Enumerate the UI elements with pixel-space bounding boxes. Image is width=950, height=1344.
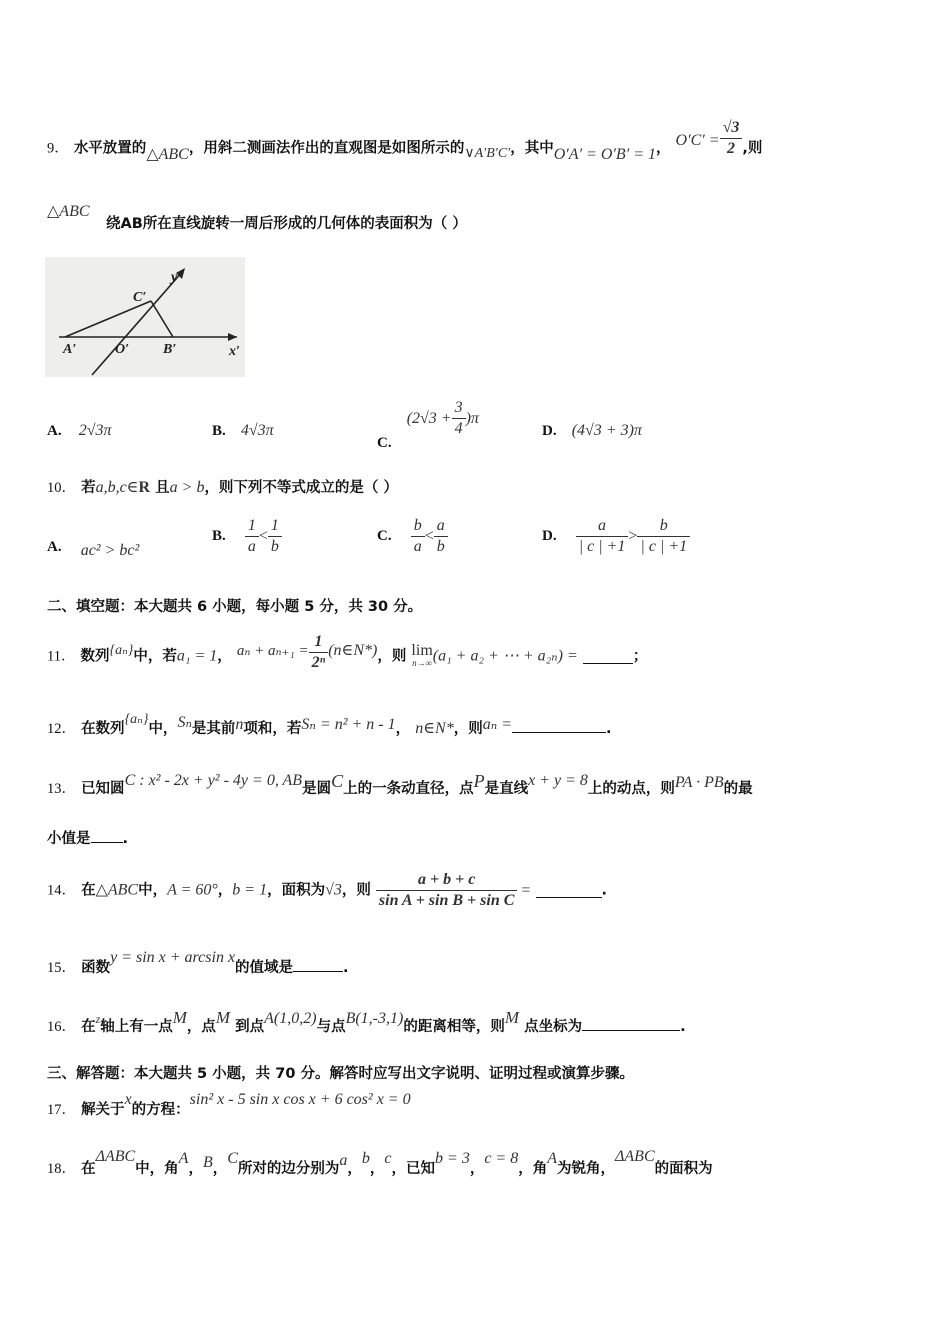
q12-dom: n∈N* (415, 720, 454, 737)
q14-end: . (601, 882, 608, 899)
q18-C: C (227, 1150, 238, 1167)
q9-eq2-frac (720, 118, 743, 159)
q14-number: 14． (47, 882, 76, 899)
q15-t1: 函数 (81, 960, 111, 976)
q9-eq2-lhs: O′C′ = (675, 131, 720, 149)
q10-option-b (212, 516, 282, 557)
q16-t7: 点坐标为 (524, 1019, 583, 1035)
q13-end: . (122, 831, 129, 847)
q9-text3: ，其中 (510, 140, 554, 157)
x-axis-arrow (228, 333, 237, 341)
q18-t1: 在 (81, 1161, 96, 1177)
q18-t4: ，已知 (391, 1161, 436, 1177)
q9-option-c-frac (452, 398, 466, 439)
q11-seq: {aₙ} (109, 642, 134, 658)
q9-tri2: ∨A′B′C′ (464, 145, 511, 161)
q11-lim (411, 641, 433, 669)
y-axis (92, 271, 183, 375)
q17-number: 17． (47, 1102, 76, 1118)
q12-an: aₙ = (482, 716, 512, 733)
label-a: A′ (63, 342, 77, 357)
q11-lim-expr: (a₁ + a₂ + ⋯ + a₂ₙ) = (432, 647, 578, 665)
q15-t2: 的值域是 (235, 960, 294, 976)
q14-frac (376, 870, 517, 911)
q11-lim-sub: n→∞ (412, 657, 433, 668)
q10-d-r-den: | c | +1 (640, 538, 688, 555)
q18-t6: 为锐角， (557, 1161, 615, 1177)
q18-B: B (202, 1154, 213, 1171)
q12-number: 12． (47, 721, 76, 737)
q9-eq1: O′A′ = O′B′ = 1 (553, 145, 656, 163)
q9-line2 (106, 214, 467, 234)
q12-answer-blank[interactable] (512, 718, 606, 733)
q10-d-op: > (628, 527, 638, 545)
q10-option-b-left (245, 516, 259, 557)
q14 (47, 870, 607, 911)
q13-t5: 上的动点，则 (587, 781, 675, 797)
q9-eq2-den: 2 (726, 140, 735, 157)
q16-t2: 轴上有一点 (100, 1019, 173, 1035)
q14-angle: A = 60° (167, 881, 218, 899)
q18-a: a (339, 1152, 348, 1169)
q18-A: A (178, 1150, 189, 1167)
q16-end: . (680, 1019, 686, 1035)
q9-tri: △ABC (146, 145, 189, 163)
q14-t1: 在 (81, 882, 96, 899)
q9-text2: ，用斜二测画法作出的直观图是如图所示的 (188, 140, 465, 157)
section-2-heading: 二、填空题：本大题共 6 小题，每小题 5 分，共 30 分。 (47, 599, 423, 615)
q13-line2 (47, 828, 128, 849)
q9-option-b-label: B. (212, 423, 226, 439)
q14-t2: 中， (138, 882, 168, 899)
q18 (47, 1148, 713, 1179)
q17-eq: sin² x - 5 sin x cos x + 6 cos² x = 0 (189, 1091, 411, 1108)
q18-tri: ΔABC (95, 1148, 136, 1165)
label-y: y′ (171, 270, 182, 285)
q10-option-b-label: B. (212, 528, 226, 544)
q12-seq: {aₙ} (124, 712, 149, 727)
q10-d-l-den: | c | +1 (578, 538, 626, 555)
q12-n: n (235, 716, 244, 733)
label-c: C′ (133, 290, 147, 305)
q10-option-a-label: A. (47, 539, 62, 555)
q16-m3: M (504, 1008, 520, 1027)
q18-A2: A (547, 1150, 557, 1167)
q18-s5: ， (469, 1161, 485, 1177)
q10-option-a-value: ac² > bc² (80, 542, 140, 559)
q11-rec-lhs: aₙ + aₙ₊₁ = (236, 642, 309, 659)
q11-answer-blank[interactable] (583, 649, 633, 664)
label-b: B′ (163, 342, 177, 357)
q16-number: 16． (47, 1019, 76, 1035)
q13-c: C (331, 771, 344, 791)
q17-x: x (124, 1091, 132, 1108)
q10-d-r-num: b (637, 516, 690, 537)
q17 (47, 1091, 411, 1120)
q10-b-op: < (258, 527, 268, 545)
q13-answer-blank[interactable] (91, 828, 123, 843)
q12-t5: ， (395, 721, 411, 737)
q10-c-r-num: a (434, 516, 448, 537)
q15-answer-blank[interactable] (293, 957, 343, 972)
q12 (47, 712, 612, 740)
q12-t6: ，则 (453, 721, 483, 737)
q18-s4: ， (369, 1161, 385, 1177)
q15 (47, 949, 349, 978)
q11-a1: a₁ = 1 (176, 647, 218, 665)
q14-eq: = (521, 881, 531, 899)
q10-option-c-left (411, 516, 425, 557)
q18-c8: c = 8 (484, 1150, 519, 1167)
q18-tri2: ΔABC (615, 1148, 655, 1165)
q11 (47, 633, 648, 677)
segment-cb (151, 301, 173, 337)
q9-option-b (212, 420, 274, 440)
q12-t2: 中， (148, 721, 178, 737)
q14-tri: △ABC (95, 881, 139, 899)
q14-t3: ，面积为 (267, 882, 326, 899)
q16-pa: A(1,0,2) (264, 1010, 317, 1027)
q11-rec-frac (309, 632, 329, 673)
q13-circle: C : x² - 2x + y² - 4y = 0, AB (124, 772, 303, 789)
q10-R: R (138, 479, 151, 496)
q15-end: . (343, 960, 349, 976)
q14-num: a + b + c (376, 870, 517, 891)
q9-line2-text: 绕AB所在直线旋转一周后形成的几何体的表面积为（ ） (106, 216, 467, 232)
q16-m: M (172, 1008, 187, 1027)
q18-c: c (384, 1150, 392, 1167)
q10-c-l-den: a (413, 538, 422, 555)
q10-option-a (47, 536, 140, 559)
q12-eq: Sₙ = n² + n - 1 (301, 716, 396, 733)
q9-text1: 水平放置的 (73, 140, 147, 157)
q10-option-c-label: C. (377, 528, 392, 544)
q10-option-c-right (434, 516, 448, 557)
q18-s3: ， (347, 1161, 362, 1177)
q10-number: 10． (47, 480, 76, 496)
q11-rec-rhs: (n∈N*) (328, 641, 378, 659)
q18-t3: 所对的边分别为 (237, 1161, 340, 1177)
q9-option-b-value: 4√3π (240, 422, 274, 439)
q9-figure (45, 257, 245, 377)
q10-option-d (542, 516, 690, 557)
q10-option-c (377, 516, 448, 557)
q13-p: P (473, 771, 485, 791)
q14-area: √3 (325, 881, 342, 899)
q10-d-l-num: a (576, 516, 629, 537)
q16-t5: 与点 (316, 1019, 346, 1035)
q16-t3: ，点 (186, 1019, 216, 1035)
q18-b: b (361, 1150, 370, 1167)
q11-t3: ，则 (377, 648, 407, 665)
q11-lim-word: lim (411, 641, 433, 659)
q10-text1: 若 (81, 480, 96, 496)
section-3-heading: 三、解答题：本大题共 5 小题，共 70 分。解答时应写出文字说明、证明过程或演算步骤。 (47, 1066, 634, 1082)
q10-cond2: a > b (169, 479, 205, 496)
q9-text4: ,则 (742, 140, 763, 157)
q18-t2: 中，角 (135, 1161, 179, 1177)
q11-t1: 数列 (80, 648, 110, 665)
q9-figure-svg (45, 257, 245, 377)
q9-option-c-pre: (2√3 + (406, 410, 452, 427)
q9-option-c-label: C. (377, 435, 392, 451)
q10-b-r-den: b (270, 538, 279, 555)
q10-text3: ，则下列不等式成立的是（ ） (204, 480, 398, 496)
q10-b-l-num: 1 (245, 516, 259, 537)
q16-m2: M (215, 1008, 231, 1027)
q10-option-d-label: D. (542, 528, 557, 544)
q13-t2: 是圆 (302, 781, 332, 797)
q12-end: . (605, 721, 612, 737)
q10-text2: 且 (155, 480, 170, 496)
q9-option-c-den: 4 (454, 420, 463, 437)
q13-t6: 的最 (723, 781, 753, 797)
q16-z: z (95, 1012, 101, 1026)
q9-option-a-value: 2√3π (78, 422, 112, 439)
q13-t1: 已知圆 (81, 781, 125, 797)
q13-t4: 是直线 (484, 781, 529, 797)
q12-t1: 在数列 (81, 721, 125, 737)
q9-option-c-post: )π (465, 410, 479, 427)
q14-b: b = 1 (232, 881, 268, 899)
q11-rec-num: 1 (309, 632, 329, 653)
q18-t7: 的面积为 (654, 1161, 713, 1177)
q14-den: sin A + sin B + sin C (378, 892, 515, 909)
q9-option-c (377, 398, 479, 451)
q10-c-l-num: b (411, 516, 425, 537)
q9-option-d-label: D. (542, 423, 557, 439)
q12-t4: 项和，若 (243, 721, 302, 737)
q15-number: 15． (47, 960, 76, 976)
q14-sep: ， (217, 882, 233, 899)
label-o: O′ (115, 342, 130, 357)
q11-t2: 中，若 (133, 648, 177, 665)
q9-option-a (47, 420, 111, 440)
label-x: x′ (229, 344, 240, 359)
q10-option-d-right (637, 516, 690, 557)
q9-option-a-label: A. (47, 423, 62, 439)
q18-t5: ，角 (518, 1161, 548, 1177)
q13-line: x + y = 8 (528, 772, 588, 789)
q9-line2-tri: △ABC (47, 203, 90, 220)
q11-number: 11． (47, 648, 76, 665)
q16-pb: B(1,-3,1) (345, 1010, 404, 1027)
q10-cond1: a,b,c∈ (95, 479, 139, 496)
q17-t1: 解关于 (81, 1102, 125, 1118)
q9-option-d (542, 420, 642, 440)
q9-line1 (47, 119, 763, 169)
q9-sep: ， (655, 140, 671, 157)
q13-dot: PA · PB (674, 774, 724, 791)
q10-option-b-right (268, 516, 282, 557)
q15-fn: y = sin x + arcsin x (110, 949, 236, 966)
q11-rec-den: 2ⁿ (311, 654, 326, 671)
q9-option-d-value: (4√3 + 3)π (571, 422, 642, 439)
segment-ac (65, 301, 151, 337)
q12-sn: Sₙ (177, 714, 192, 731)
q14-answer-blank[interactable] (536, 883, 602, 898)
q16-t4: 到点 (235, 1019, 265, 1035)
q10-c-r-den: b (436, 538, 445, 555)
q16-t1: 在 (81, 1019, 96, 1035)
q16-answer-blank[interactable] (582, 1016, 680, 1031)
q16 (47, 1008, 686, 1037)
q13-line1 (47, 771, 753, 799)
q10-option-d-left (576, 516, 629, 557)
q16-t6: 的距离相等，则 (403, 1019, 505, 1035)
q10-c-op: < (424, 527, 434, 545)
q17-t2: 的方程： (131, 1102, 190, 1118)
q18-b3: b = 3 (435, 1150, 470, 1167)
q11-sep: ， (217, 648, 232, 665)
q12-t3: 是其前 (191, 721, 236, 737)
q9-number: 9． (47, 140, 69, 157)
q10-b-r-num: 1 (268, 516, 282, 537)
q18-s1: ， (188, 1161, 203, 1177)
q9-line2-tri-row (47, 202, 90, 222)
q13-t3: 上的一条动直径，点 (343, 781, 474, 797)
q14-t4: ，则 (341, 882, 371, 899)
q13-number: 13． (47, 781, 76, 797)
q10-stem (47, 478, 398, 498)
q18-number: 18． (47, 1161, 76, 1177)
q9-eq2-num: √3 (720, 118, 743, 139)
q18-s2: ， (212, 1161, 228, 1177)
q11-end: ； (632, 648, 648, 665)
q13-t7: 小值是 (47, 831, 91, 847)
q10-b-l-den: a (247, 538, 256, 555)
q9-option-c-num: 3 (452, 398, 466, 419)
